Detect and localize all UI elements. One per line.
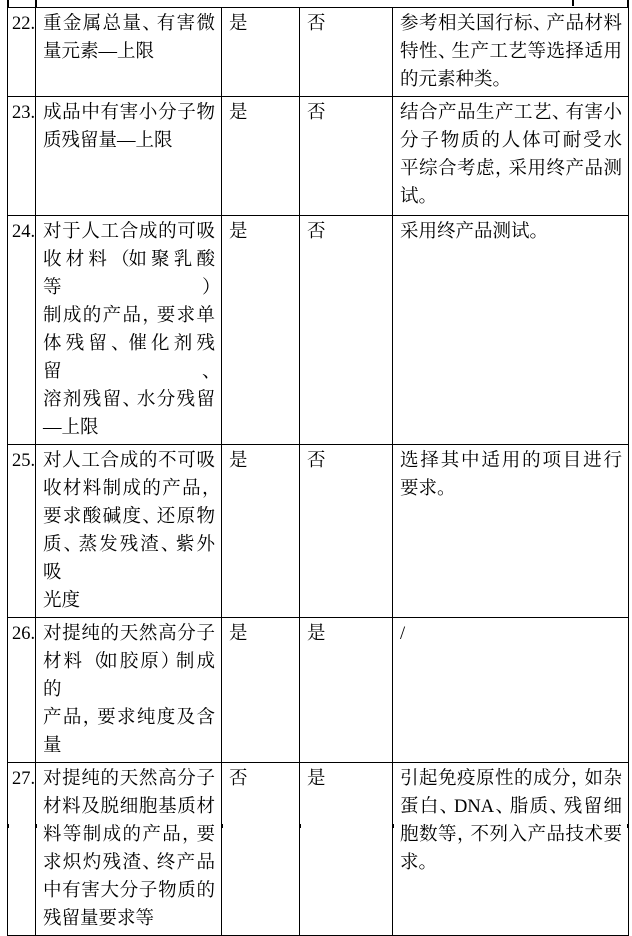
table-continuation-stub <box>221 824 223 828</box>
remarks-cell: 结合产品生产工艺、有害小 分子物质的人体可耐受水 平综合考虑，采用终产品测 试。 <box>393 97 629 216</box>
table-continuation-stub <box>572 0 574 6</box>
yes-no-cell-2: 否 <box>300 216 393 445</box>
row-number-cell: 25. <box>8 445 36 618</box>
row-number-cell: 27. <box>8 763 36 936</box>
table-row-26 <box>8 618 629 763</box>
yes-no-cell-1: 否 <box>222 763 300 936</box>
table-continuation-stub <box>299 824 301 828</box>
table-row-23 <box>8 97 629 216</box>
item-description-cell: 重金属总量、有害微 量元素—上限 <box>36 8 222 97</box>
table-continuation-stub <box>35 824 37 828</box>
yes-no-cell-2: 否 <box>300 8 393 97</box>
requirements-table <box>7 7 629 936</box>
item-description-cell: 对人工合成的不可吸 收材料制成的产品， 要求酸碱度、还原物 质、蒸发残渣、紫外吸 光度 <box>36 445 222 618</box>
row-number-cell: 23. <box>8 97 36 216</box>
item-description-cell: 对提纯的天然高分子 材料（如胶原）制成的 产品，要求纯度及含 量 <box>36 618 222 763</box>
row-number-cell: 24. <box>8 216 36 445</box>
yes-no-cell-1: 是 <box>222 8 300 97</box>
remarks-cell: 选择其中适用的项目进行 要求。 <box>393 445 629 618</box>
table-continuation-stub <box>627 0 629 7</box>
table-continuation-stub <box>392 824 394 828</box>
table-row-27 <box>8 763 629 936</box>
item-description-cell: 成品中有害小分子物 质残留量—上限 <box>36 97 222 216</box>
item-description-cell: 对于人工合成的可吸 收材料（如聚乳酸等） 制成的产品，要求单 体残留、催化剂残留、 溶剂残留、水分残留 —上限 <box>36 216 222 445</box>
table-continuation-stub <box>7 0 9 7</box>
table-continuation-stub <box>7 824 9 828</box>
yes-no-cell-2: 否 <box>300 445 393 618</box>
remarks-cell: 引起免疫原性的成分，如杂 蛋白、DNA、脂质、残留细 胞数等，不列入产品技术要 求。 <box>393 763 629 936</box>
table-row-22 <box>8 8 629 97</box>
table-row-24 <box>8 216 629 445</box>
yes-no-cell-2: 否 <box>300 97 393 216</box>
yes-no-cell-2: 是 <box>300 763 393 936</box>
yes-no-cell-1: 是 <box>222 97 300 216</box>
table-row-25 <box>8 445 629 618</box>
yes-no-cell-1: 是 <box>222 445 300 618</box>
remarks-cell: 参考相关国行标、产品材料 特性、生产工艺等选择适用 的元素种类。 <box>393 8 629 97</box>
row-number-cell: 22. <box>8 8 36 97</box>
yes-no-cell-1: 是 <box>222 618 300 763</box>
yes-no-cell-2: 是 <box>300 618 393 763</box>
remarks-cell: / <box>393 618 629 763</box>
remarks-cell: 采用终产品测试。 <box>393 216 629 445</box>
table-continuation-stub <box>627 824 629 828</box>
row-number-cell: 26. <box>8 618 36 763</box>
yes-no-cell-1: 是 <box>222 216 300 445</box>
item-description-cell: 对提纯的天然高分子 材料及脱细胞基质材 料等制成的产品，要 求炽灼残渣、终产品 中有害大分子物质的 残留量要求等 <box>36 763 222 936</box>
table-continuation-stub <box>35 0 37 7</box>
